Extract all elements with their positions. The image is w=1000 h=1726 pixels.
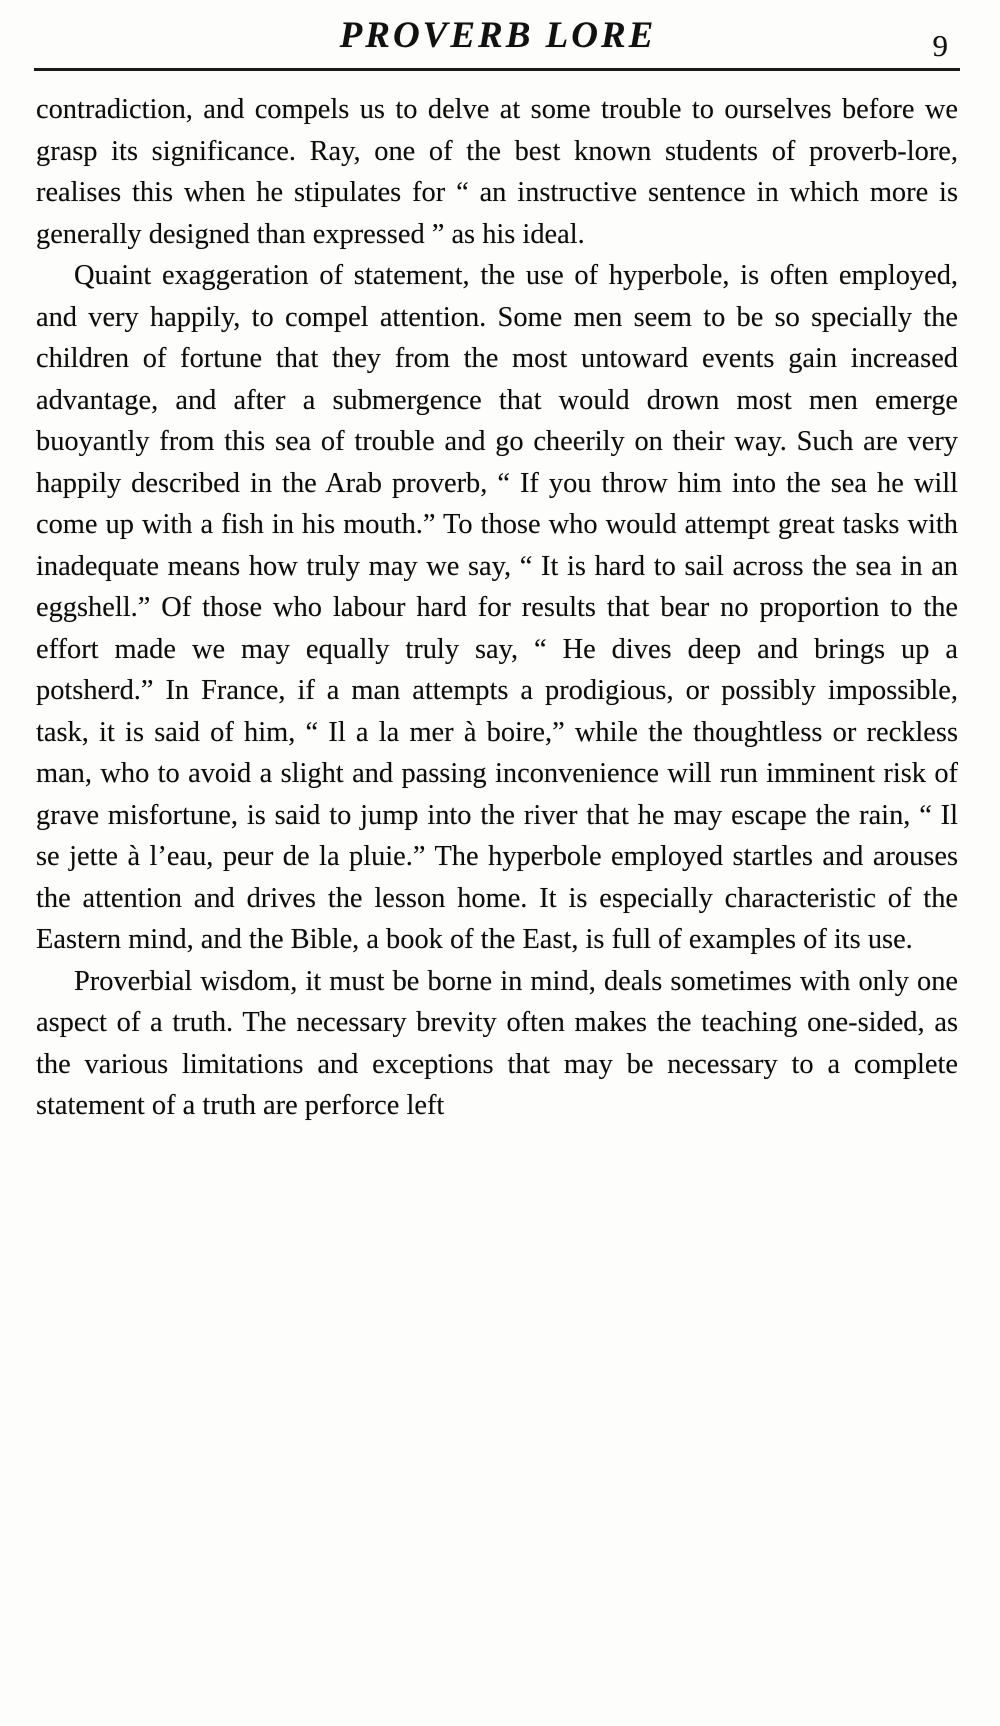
running-title: PROVERB LORE: [339, 15, 657, 56]
page-header: [30, 14, 966, 66]
paragraph: contradiction, and compels us to delve at some trouble to ourselves before we grasp its significance. Ray, one of the best known students of proverb-lore, realises this when he stipulates for “ an instructive sentence in which more is generally designed than expressed ” as his ideal.: [36, 94, 958, 250]
paragraph: Proverbial wisdom, it must be borne in mind, deals sometimes with only one aspect of a truth. The necessary brevity often makes the teaching one-sided, as the various limitations and exceptions that may be necessary to a complete statement of a truth are perforce left: [36, 965, 958, 1121]
page-number: 9: [932, 28, 948, 63]
header-rule: [34, 68, 960, 71]
paragraph: Quaint exaggeration of statement, the use of hyperbole, is often employed, and very happily, to compel attention. Some men seem to be so specially the children of fortune that they from the most untoward events gain increased advantage, and after a submergence that would drown most men emerge buoyantly from this sea of trouble and go cheerily on their way. Such are very happily described in the Arab proverb, “ If you throw him into the sea he will come up with a fish in his mouth.” To those who would attempt great tasks with inadequate means how truly may we say, “ It is hard to sail across the sea in an eggshell.” Of those who labour hard for results that bear no proportion to the effort made we may equally truly say, “ He dives deep and brings up a potsherd.” In France, if a man attempts a prodigious, or possibly impossible, task, it is said of him, “ Il a la mer à boire,” while the thoughtless or reckless man, who to avoid a slight and passing inconvenience will run imminent risk of grave misfortune, is said to jump into the river that he may escape the rain, “ Il se jette à l’eau, peur de la pluie.” The hyperbole employed startles and arouses the attention and drives the lesson home. It is especially characteristic of the Eastern mind, and the Bible, a book of the East, is full of examples of its use.: [36, 260, 958, 955]
body-text: [30, 89, 966, 1127]
